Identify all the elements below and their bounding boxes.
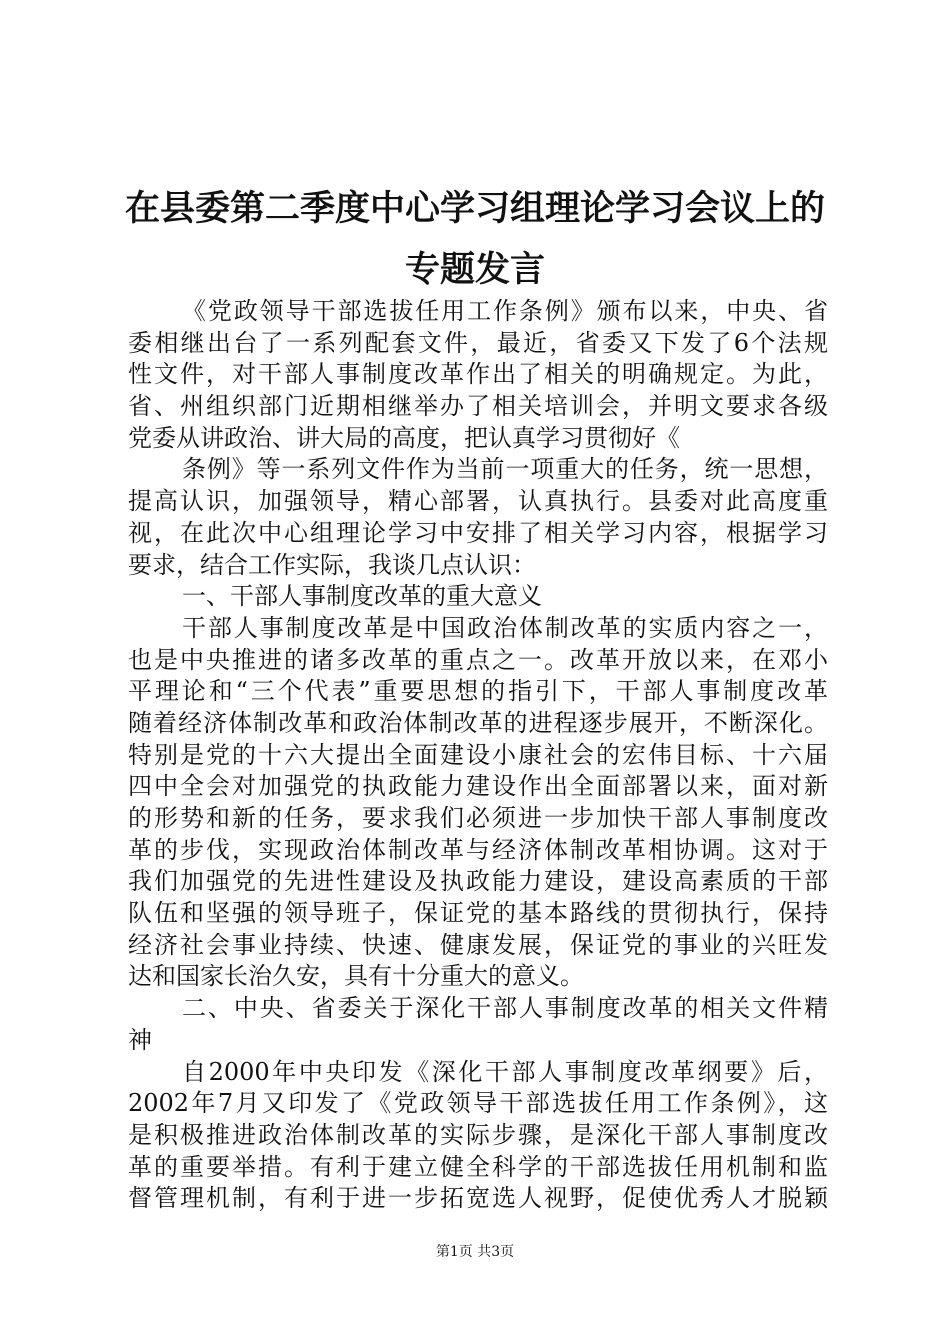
body-line: 性文件，对干部人事制度改革作出了相关的明确规定。为此，: [128, 360, 828, 389]
document-title-line-2: 专题发言: [404, 250, 545, 290]
section-heading-1: 一、干部人事制度改革的重大意义: [182, 582, 542, 611]
body-line: 省、州组织部门近期相继举办了相关培训会，并明文要求各级: [128, 392, 828, 421]
body-line: 经济社会事业持续、快速、健康发展，保证党的事业的兴旺发: [128, 930, 828, 959]
body-line: 平理论和“三个代表”重要思想的指引下，干部人事制度改革: [128, 677, 828, 706]
body-line: 也是中央推进的诸多改革的重点之一。改革开放以来，在邓小: [128, 645, 828, 674]
body-line: 2002年7月又印发了《党政领导干部选拔任用工作条例》，这: [128, 1089, 828, 1118]
body-line: 达和国家长治久安，具有十分重大的意义。: [128, 962, 584, 991]
document-body: [128, 296, 828, 1215]
body-line: 队伍和坚强的领导班子，保证党的基本路线的贯彻执行，保持: [128, 899, 828, 928]
body-line: 提高认识，加强领导，精心部署，认真执行。县委对此高度重: [128, 487, 828, 516]
body-line: 随着经济体制改革和政治体制改革的进程逐步展开，不断深化。: [128, 708, 828, 737]
body-line: 的形势和新的任务，要求我们必须进一步加快干部人事制度改: [128, 804, 828, 832]
body-line: 是积极推进政治体制改革的实际步骤，是深化干部人事制度改: [128, 1120, 828, 1149]
body-line: 特别是党的十六大提出全面建设小康社会的宏伟目标、十六届: [128, 740, 828, 769]
body-line: 条例》等一系列文件作为当前一项重大的任务，统一思想，: [182, 455, 828, 484]
body-line: 《党政领导干部选拔任用工作条例》颁布以来，中央、省: [182, 297, 828, 325]
page-number-footer: 第1页 共3页: [435, 1244, 515, 1260]
document-title-line-1: 在县委第二季度中心学习组理论学习会议上的: [124, 189, 825, 229]
body-line: 革的步伐，实现政治体制改革与经济体制改革相协调。这对于: [128, 835, 828, 864]
body-line: 视，在此次中心组理论学习中安排了相关学习内容，根据学习: [128, 518, 828, 547]
body-line: 党委从讲政治、讲大局的高度，把认真学习贯彻好《: [128, 423, 680, 452]
body-line: 委相继出台了一系列配套文件，最近，省委又下发了6个法规: [128, 328, 828, 357]
body-line: 要求，结合工作实际，我谈几点认识：: [128, 550, 536, 579]
section-heading-2: 二、中央、省委关于深化干部人事制度改革的相关文件精: [182, 994, 828, 1023]
section-heading-2-cont: 神: [128, 1025, 152, 1054]
body-line: 自2000年中央印发《深化干部人事制度改革纲要》后，: [182, 1057, 828, 1086]
body-line: 四中全会对加强党的执政能力建设作出全面部署以来，面对新: [128, 772, 828, 801]
body-line: 革的重要举措。有利于建立健全科学的干部选拔任用机制和监: [128, 1152, 828, 1181]
body-line: 干部人事制度改革是中国政治体制改革的实质内容之一，: [182, 613, 828, 642]
body-line: 督管理机制，有利于进一步拓宽选人视野，促使优秀人才脱颖: [128, 1184, 828, 1213]
body-line: 我们加强党的先进性建设及执政能力建设，建设高素质的干部: [128, 867, 828, 896]
